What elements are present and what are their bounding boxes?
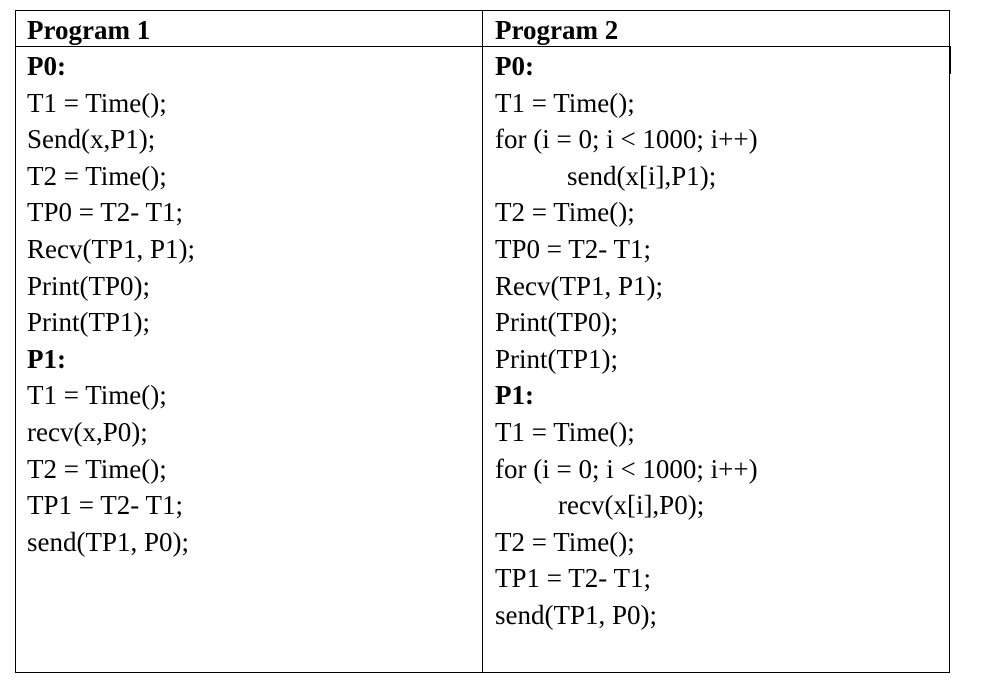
code-line: TP0 = T2- T1; (495, 233, 651, 264)
code-line: Print(TP1); (27, 307, 151, 338)
code-line: T1 = Time(); (495, 87, 635, 118)
code-line: for (i = 0; i < 1000; i++) (495, 124, 758, 155)
column-divider (482, 10, 483, 673)
process-label: P0: (495, 51, 534, 81)
program-2-title: Program 2 (495, 15, 619, 45)
code-line: recv(x[i],P0); (558, 490, 705, 521)
code-line: T1 = Time(); (495, 416, 635, 447)
code-line: TP1 = T2- T1; (495, 563, 651, 594)
process-label: P1: (495, 380, 534, 411)
code-line: T2 = Time(); (495, 526, 635, 557)
code-line: Print(TP1); (495, 343, 619, 374)
code-line: T2 = Time(); (27, 453, 167, 484)
code-line: TP0 = T2- T1; (27, 197, 183, 228)
program-1-column (27, 12, 195, 560)
code-line: Recv(TP1, P1); (27, 233, 195, 264)
code-line: T1 = Time(); (27, 87, 167, 118)
code-line: send(TP1, P0); (495, 599, 657, 630)
process-label: P1: (27, 343, 66, 374)
code-line: recv(x,P0); (27, 416, 148, 447)
program-2-column (495, 12, 758, 634)
code-line: send(x[i],P1); (567, 160, 717, 191)
code-line: T2 = Time(); (27, 160, 167, 191)
program-1-title: Program 1 (27, 15, 151, 45)
code-line: Recv(TP1, P1); (495, 270, 663, 301)
code-line: T1 = Time(); (27, 380, 167, 411)
code-line: T2 = Time(); (495, 197, 635, 228)
code-line: for (i = 0; i < 1000; i++) (495, 453, 758, 484)
code-line: TP1 = T2- T1; (27, 490, 183, 521)
code-line: Send(x,P1); (27, 124, 156, 155)
code-line: send(TP1, P0); (27, 526, 189, 557)
process-label: P0: (27, 51, 66, 81)
program-1-code (27, 48, 195, 560)
program-2-code (495, 48, 758, 634)
code-line: Print(TP0); (27, 270, 151, 301)
code-line: Print(TP0); (495, 307, 619, 338)
header-rule-stub (949, 46, 951, 74)
